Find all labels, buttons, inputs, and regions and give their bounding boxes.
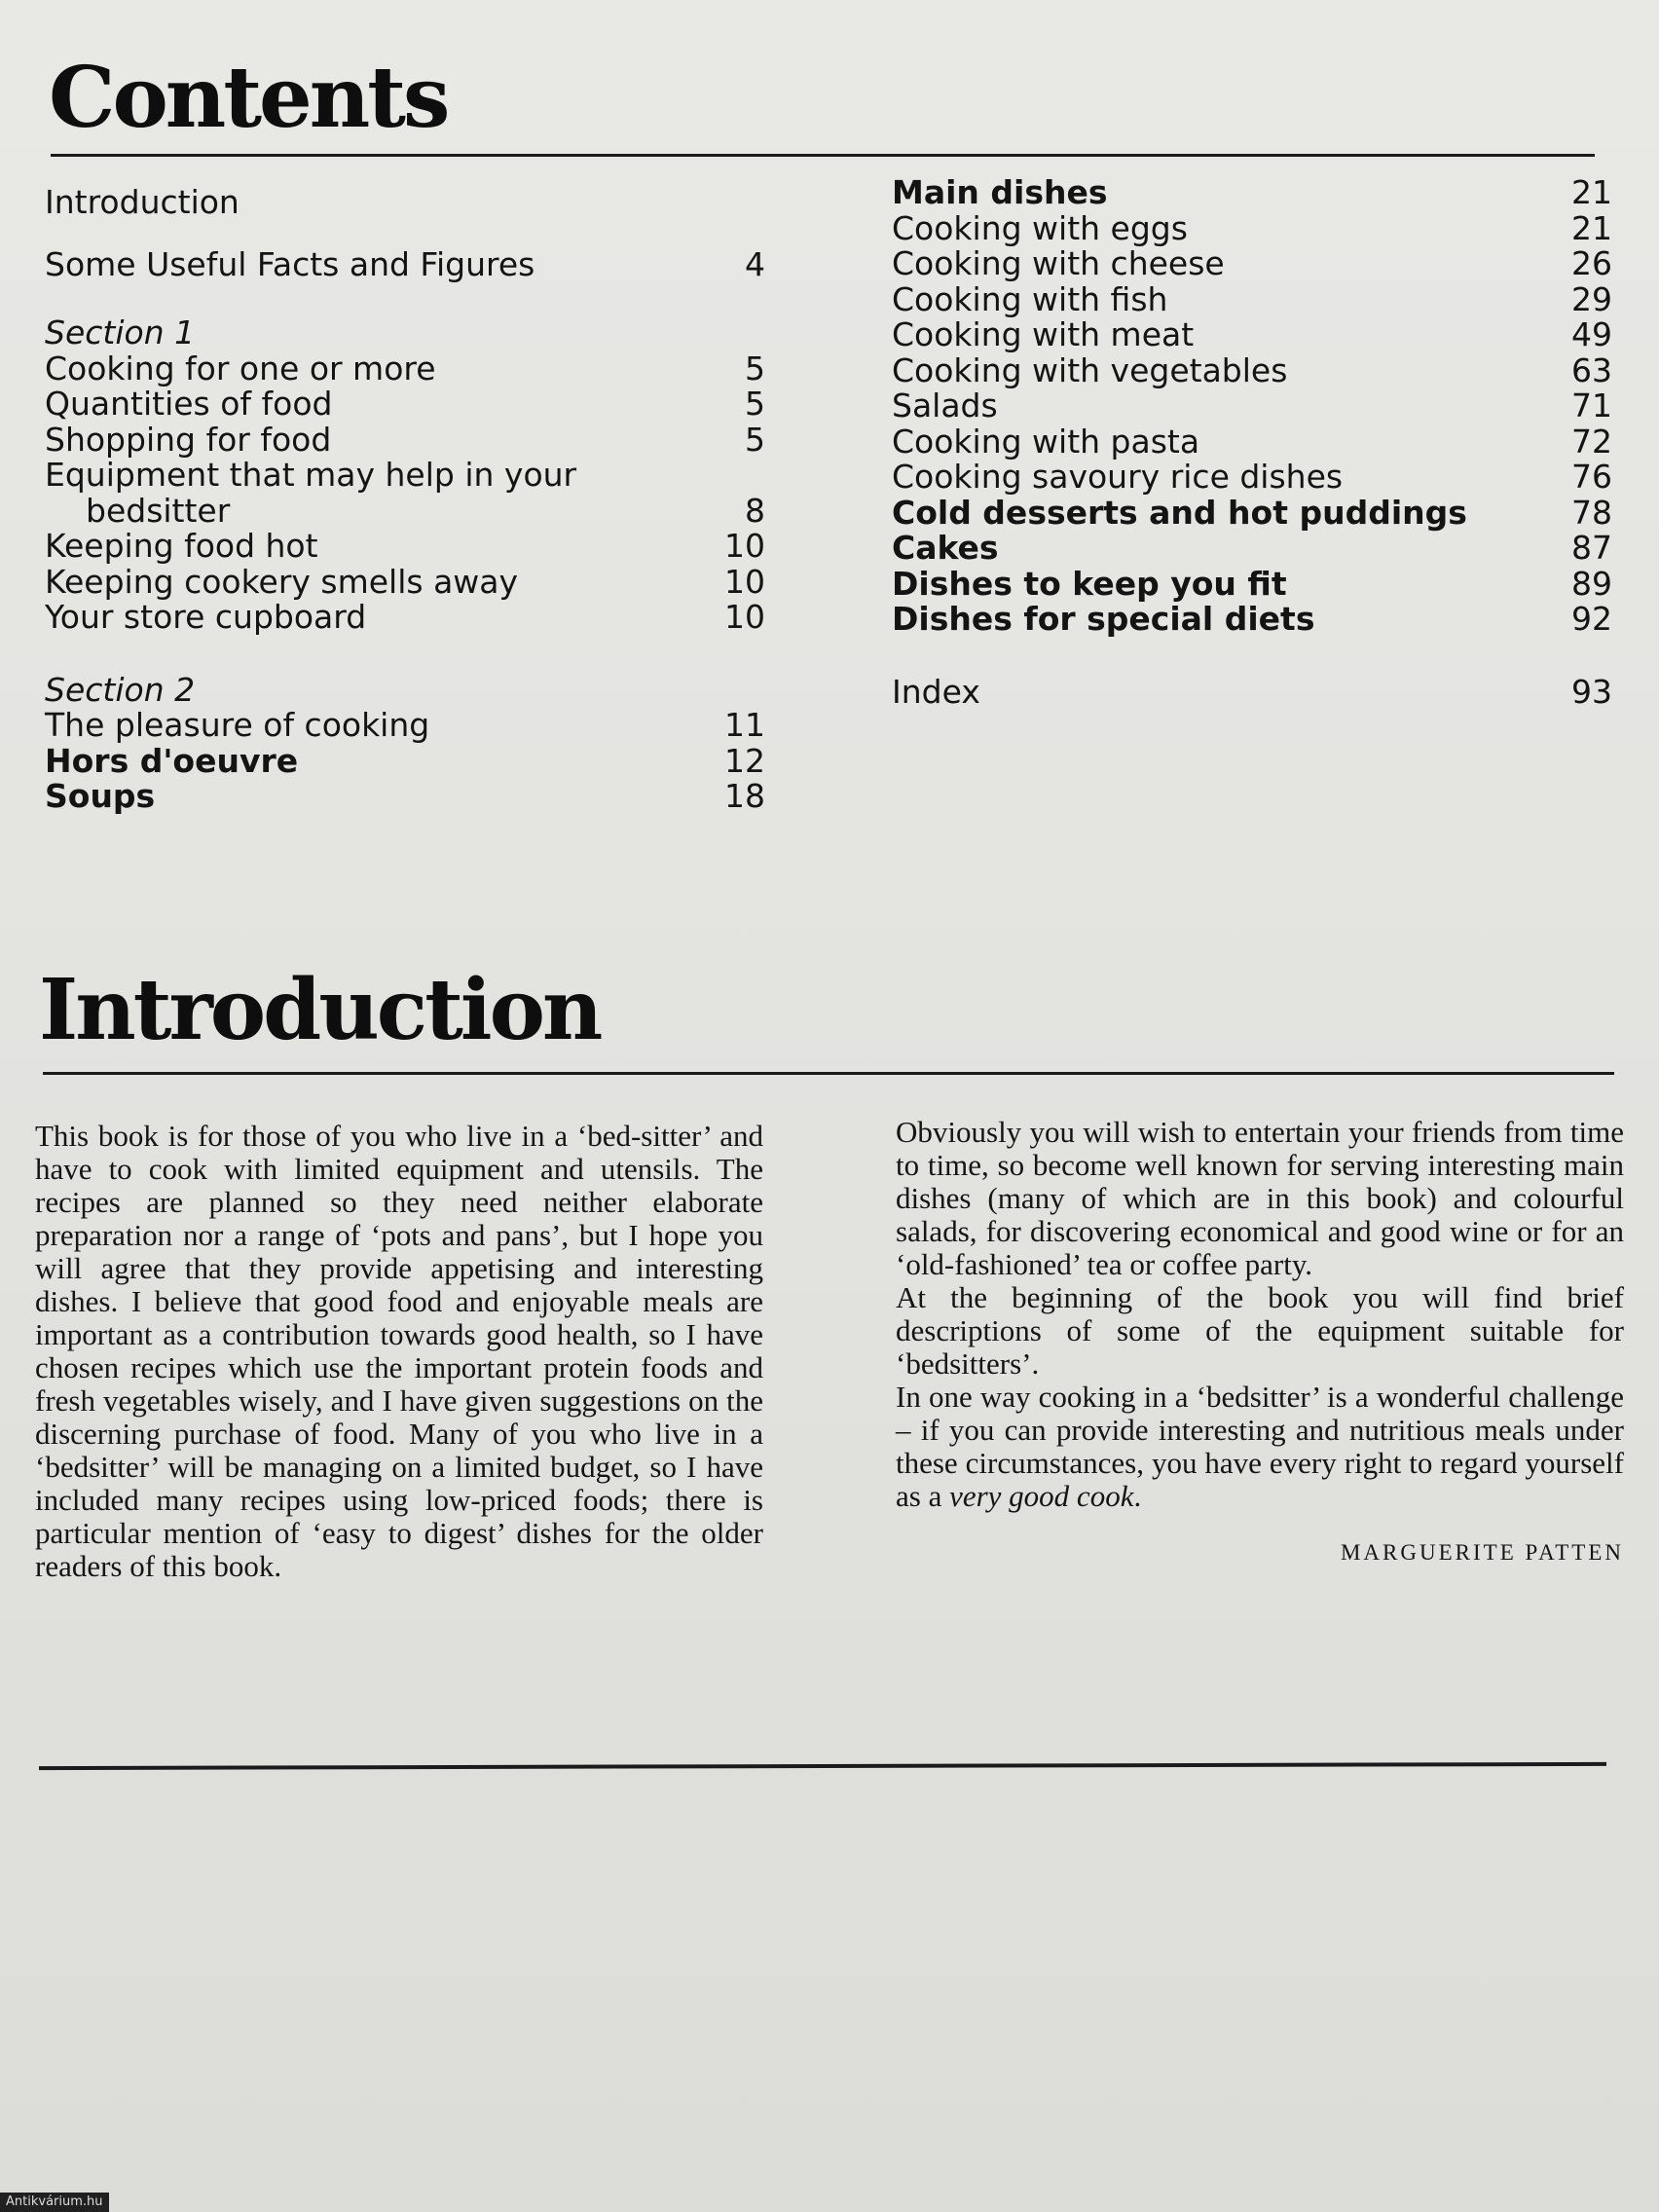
toc-entry [892, 424, 1612, 461]
toc-entry [892, 388, 1612, 424]
toc-entry [45, 529, 765, 565]
toc-title: Cooking with meat [892, 315, 1195, 353]
toc-page: 5 [745, 349, 765, 387]
intro-emphasis: very good cook [949, 1479, 1134, 1513]
toc-entry [892, 175, 1612, 211]
toc-title: Cooking with vegetables [892, 350, 1288, 389]
toc-page: 18 [724, 777, 765, 815]
bottom-rule [39, 1762, 1606, 1770]
toc-page: 76 [1571, 458, 1612, 496]
toc-entry [45, 244, 765, 283]
introduction-rule [43, 1072, 1614, 1075]
toc-page: 78 [1571, 493, 1612, 532]
toc-title: Index [892, 672, 980, 711]
toc-page: 89 [1571, 564, 1612, 603]
toc-page: 4 [745, 244, 765, 283]
toc-title: Keeping food hot [45, 527, 318, 565]
toc-left-column [45, 185, 765, 815]
toc-entry-index [892, 672, 1612, 711]
toc-page: 10 [724, 598, 765, 636]
contents-rule [51, 154, 1595, 157]
toc-entry [45, 779, 765, 815]
toc-entry [892, 602, 1612, 638]
toc-page: 8 [745, 491, 765, 530]
toc-title: Cooking for one or more [45, 349, 436, 387]
toc-title: Soups [45, 777, 156, 815]
toc-title: Cooking with eggs [892, 208, 1188, 247]
toc-title: Section 2 [45, 670, 196, 709]
toc-page: 87 [1571, 529, 1612, 567]
toc-entry [45, 562, 765, 601]
toc-page: 10 [724, 527, 765, 565]
toc-page: 26 [1571, 244, 1612, 282]
toc-section-label [45, 670, 765, 709]
toc-page: 10 [724, 562, 765, 601]
toc-title: Cooking with cheese [892, 244, 1225, 282]
toc-page: 21 [1571, 173, 1612, 211]
toc-section-label [45, 315, 765, 351]
introduction-left-column [35, 1120, 763, 1583]
toc-entry [892, 493, 1612, 532]
intro-paragraph: This book is for those of you who live in a ‘bed-sitter’ and have to cook with limited equipment and utensils. The recipes are planned so they need neither elaborate preparation nor a range of ‘pots and pans’, but I hope you will agree that they provide appetising and interesting dishes. I believe that good food and enjoyable meals are important as a contribution towards good health, so I have chosen recipes which use the important protein foods and fresh vegetables wisely, and I have given suggestions on the discerning purchase of food. Many of you who live in a ‘bedsitter’ will be managing on a limited budget, so I have included many recipes using low-priced foods; there is particular mention of ‘easy to digest’ dishes for the older readers of this book. [35, 1119, 763, 1583]
toc-entry [892, 317, 1612, 353]
toc-entry [45, 387, 765, 423]
toc-title: Your store cupboard [45, 598, 367, 636]
toc-title: bedsitter [86, 491, 231, 530]
toc-page: 5 [745, 385, 765, 423]
toc-title: Introduction [45, 183, 240, 221]
toc-title: Salads [892, 387, 998, 424]
toc-entry [45, 600, 765, 636]
toc-entry [892, 246, 1612, 282]
toc-title: Some Useful Facts and Figures [45, 244, 535, 283]
toc-title: Equipment that may help in your [45, 456, 577, 494]
toc-entry [892, 531, 1612, 567]
toc-page: 21 [1571, 208, 1612, 247]
toc-title: Cooking with fish [892, 279, 1168, 318]
toc-page: 63 [1571, 350, 1612, 389]
toc-entry [892, 208, 1612, 247]
toc-entry [45, 741, 765, 780]
toc-right-column [892, 175, 1612, 710]
toc-title: Keeping cookery smells away [45, 562, 519, 601]
intro-paragraph [896, 1381, 1624, 1513]
toc-page: 49 [1571, 315, 1612, 353]
intro-text: In one way cooking in a ‘bedsitter’ is a wonderful challenge – if you can provide interesting and nutritious meals under these circumstances, you have every right to regard yourself as a [896, 1380, 1624, 1513]
toc-page: 5 [745, 420, 765, 459]
toc-entry [892, 564, 1612, 603]
intro-paragraph: Obviously you will wish to entertain your friends from time to time, so become well known for serving interesting main dishes (many of which are in this book) and colourful salads, for discovering economical and good wine or for an ‘old-fashioned’ tea or coffee party. [896, 1115, 1624, 1281]
toc-title: Cold desserts and hot puddings [892, 493, 1467, 532]
toc-page: 29 [1571, 279, 1612, 318]
toc-title: Main dishes [892, 173, 1108, 211]
toc-entry [45, 420, 765, 459]
toc-entry [892, 460, 1612, 496]
toc-page: 12 [724, 741, 765, 780]
toc-title: Shopping for food [45, 420, 332, 459]
toc-entry [892, 279, 1612, 318]
contents-heading: Contents [49, 49, 448, 147]
toc-title: Hors d'oeuvre [45, 741, 299, 780]
toc-entry [45, 458, 765, 494]
intro-paragraph: At the beginning of the book you will find brief descriptions of some of the equipment suitable for ‘bedsitters’. [896, 1280, 1624, 1381]
watermark: Antikvárium.hu [0, 2193, 109, 2212]
intro-text: . [1133, 1479, 1142, 1513]
toc-title: The pleasure of cooking [45, 706, 430, 744]
toc-title: Dishes to keep you fit [892, 564, 1287, 603]
toc-page: 93 [1571, 672, 1612, 711]
author-signature: MARGUERITE PATTEN [1340, 1540, 1624, 1565]
toc-entry [45, 351, 765, 387]
toc-title: Quantities of food [45, 385, 333, 423]
toc-page: 92 [1571, 600, 1612, 638]
toc-page: 11 [724, 706, 765, 744]
toc-entry [45, 185, 765, 221]
introduction-heading: Introduction [39, 961, 601, 1059]
toc-title: Cooking savoury rice dishes [892, 458, 1344, 496]
toc-entry [45, 491, 765, 530]
toc-title: Section 1 [45, 313, 196, 351]
toc-title: Cooking with pasta [892, 422, 1200, 461]
toc-page: 72 [1571, 422, 1612, 461]
introduction-right-column [896, 1116, 1624, 1569]
toc-entry [45, 708, 765, 744]
toc-title: Dishes for special diets [892, 600, 1315, 638]
toc-page: 71 [1571, 387, 1612, 424]
toc-title: Cakes [892, 529, 999, 567]
toc-entry [892, 350, 1612, 389]
